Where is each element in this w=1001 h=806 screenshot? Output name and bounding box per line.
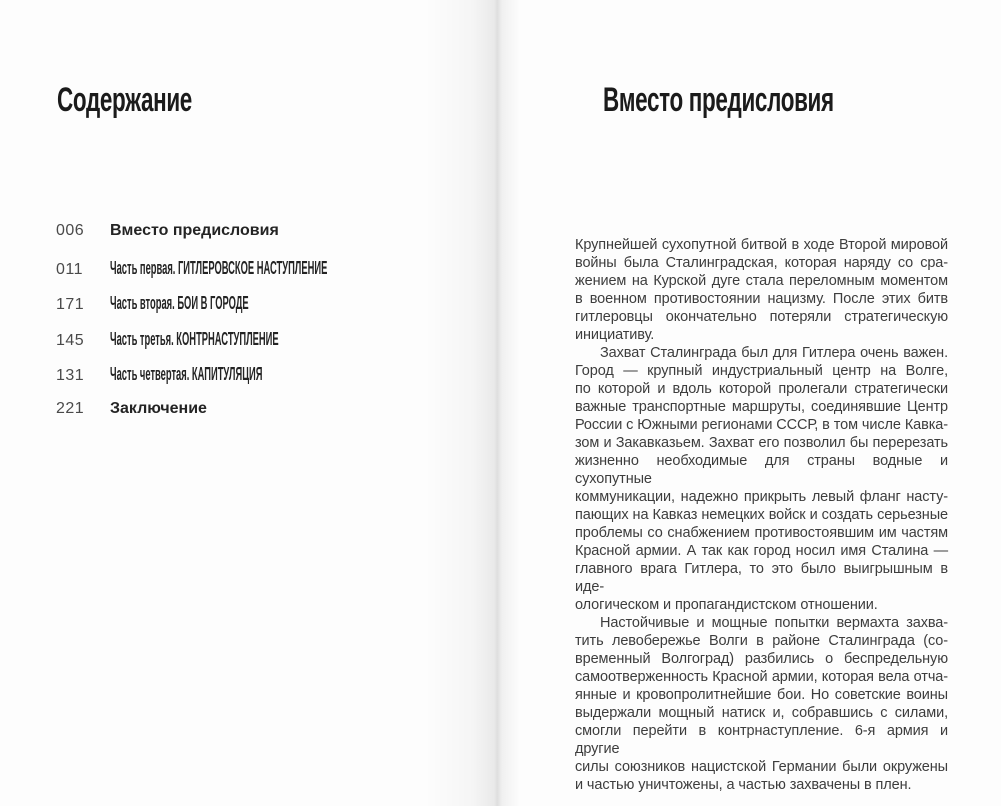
foreword-title: Вместо предисловия xyxy=(603,81,834,119)
text-line: важные транспортные маршруты, соединявшие Центр xyxy=(575,399,948,415)
paragraph xyxy=(575,614,948,794)
toc-label: Часть вторая. БОИ В ГОРОДЕ xyxy=(110,293,249,314)
toc-label: Вместо предисловия xyxy=(110,222,279,239)
text-line: по которой и вдоль которой пролегали стратегически xyxy=(575,381,948,397)
text-line: выдержали мощный натиск и, собравшись с силами, xyxy=(575,705,948,721)
toc-page-number: 011 xyxy=(56,260,84,278)
text-line: в военном противостоянии нацизму. После этих битв xyxy=(575,291,948,307)
right-page xyxy=(500,0,1001,806)
text-line: проблемы со снабжением противостоявшим им частям xyxy=(575,525,948,541)
text-line: Крупнейшей сухопутной битвой в ходе Второй мировой xyxy=(575,237,948,253)
text-line: смогли перейти в контрнаступление. 6-я армия и другие xyxy=(575,723,948,757)
toc xyxy=(56,222,476,436)
toc-label: Часть четвертая. КАПИТУЛЯЦИЯ xyxy=(110,364,263,385)
text-line: ологическом и пропагандистском отношении. xyxy=(575,597,878,613)
toc-row xyxy=(56,400,476,436)
body-text xyxy=(575,236,948,794)
text-line: жением на Курской дуге стала переломным моментом xyxy=(575,273,948,289)
text-line: янные и кровопролитнейшие бои. Но советские воины xyxy=(575,687,948,703)
text-line: инициативу. xyxy=(575,327,655,343)
text-line: силы союзников нацистской Германии были окружены xyxy=(575,759,948,775)
text-line: тить левобережье Волги в районе Сталинграда (со- xyxy=(575,633,948,649)
text-line: Захват Сталинграда был для Гитлера очень важен. xyxy=(600,345,948,361)
text-line: гитлеровцы окончательно потеряли стратегическую xyxy=(575,309,948,325)
text-line: зом и Закавказьем. Захват его позволил бы перерезать xyxy=(575,435,948,451)
text-line: главного врага Гитлера, то это было выигрышным в иде- xyxy=(575,561,948,595)
toc-label: Заключение xyxy=(110,399,207,417)
text-line: Настойчивые и мощные попытки вермахта захва- xyxy=(600,615,948,631)
left-page xyxy=(0,0,497,806)
text-line: жизненно необходимые для страны водные и сухопутные xyxy=(575,453,948,487)
text-line: России с Южными регионами СССР, в том числе Кавка- xyxy=(575,417,948,433)
toc-page-number: 145 xyxy=(56,331,85,349)
toc-page-number: 131 xyxy=(56,367,85,385)
paragraph xyxy=(575,236,948,344)
text-line: войны была Сталинградская, которая наряду со сра- xyxy=(575,255,948,271)
paragraph xyxy=(575,344,948,614)
toc-label: Часть первая. ГИТЛЕРОВСКОЕ НАСТУПЛЕНИЕ xyxy=(110,257,328,278)
text-line: Красной армии. А так как город носил имя Сталина — xyxy=(575,543,948,559)
contents-title: Содержание xyxy=(57,81,192,119)
text-line: временный Волгоград) разбились о беспредельную xyxy=(575,651,948,667)
toc-page-number: 171 xyxy=(56,296,85,314)
text-line: самоотверженность Красной армии, которая вела отча- xyxy=(575,669,948,685)
toc-row xyxy=(56,293,476,329)
toc-row xyxy=(56,222,476,258)
toc-page-number: 221 xyxy=(56,399,85,417)
toc-page-number: 006 xyxy=(56,222,85,239)
toc-row xyxy=(56,364,476,400)
text-line: коммуникации, надежно прикрыть левый фланг насту- xyxy=(575,489,948,505)
toc-label: Часть третья. КОНТРНАСТУПЛЕНИЕ xyxy=(110,328,279,349)
toc-row xyxy=(56,329,476,365)
text-line: пающих на Кавказ немецких войск и создать серьезные xyxy=(575,507,948,523)
text-line: и частью уничтожены, а частью захвачены в плен. xyxy=(575,777,912,793)
toc-row xyxy=(56,258,476,294)
text-line: Город — крупный индустриальный центр на Волге, xyxy=(575,363,948,379)
